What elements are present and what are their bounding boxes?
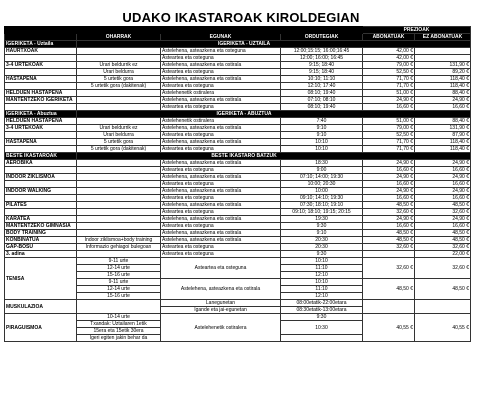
row-name — [5, 146, 77, 153]
row-note — [77, 174, 161, 181]
uztaila-rows — [5, 48, 471, 111]
row-ezabon: 40,55 € — [415, 314, 471, 342]
row-abon: 79,00 € — [363, 62, 415, 69]
row-abon: 71,70 € — [363, 139, 415, 146]
row-abon: 16,60 € — [363, 104, 415, 111]
row-note — [77, 167, 161, 174]
header-ez-abonatuak: EZ ABONATUAK — [415, 34, 471, 41]
row-abon: 40,55 € — [363, 314, 415, 342]
row-ezabon: 88,40 € — [415, 118, 471, 125]
table-row — [5, 258, 471, 265]
row-days: Asteartea eta osteguna — [161, 181, 281, 188]
row-hours: 18:30 — [281, 160, 363, 167]
row-name — [5, 83, 77, 90]
row-hours: 11:10 — [281, 265, 363, 272]
row-abon: 51,00 € — [363, 90, 415, 97]
row-days: Astelehena, asteazkena eta ostirala — [161, 216, 281, 223]
header-oharrak: OHARRAK — [77, 34, 161, 41]
row-note: 15era eta 15etik 30era — [77, 328, 161, 335]
row-days: Asteartea eta osteguna — [161, 146, 281, 153]
row-ezabon: 16,60 € — [415, 167, 471, 174]
row-note: Urari beldurrik ez — [77, 62, 161, 69]
section-label: BESTE IKASTAROAK — [5, 153, 77, 160]
table-row — [5, 181, 471, 188]
row-hours: 10:10 — [281, 258, 363, 265]
table-row — [5, 104, 471, 111]
row-ezabon: 118,40 € — [415, 83, 471, 90]
row-abon: 48,50 € — [363, 237, 415, 244]
row-name — [5, 209, 77, 216]
row-name: HASTAPENA — [5, 76, 77, 83]
row-note — [77, 195, 161, 202]
row-name — [5, 132, 77, 139]
row-hours: 19:30 — [281, 216, 363, 223]
row-ezabon: 32,60 € — [415, 258, 471, 279]
row-days: Astelehena, asteazkena eta ostirala — [161, 230, 281, 237]
row-abon: 42,00 € — [363, 55, 415, 62]
row-days: Astelehena, asteazkena eta ostirala — [161, 62, 281, 69]
row-note — [77, 216, 161, 223]
row-ezabon — [415, 48, 471, 55]
section-uztaila — [5, 41, 471, 48]
row-days: Astelehenetik ostiralera — [161, 314, 281, 342]
row-ezabon: 16,60 € — [415, 223, 471, 230]
row-ezabon: 118,40 € — [415, 139, 471, 146]
row-name: HAURTXOAK — [5, 48, 77, 55]
row-days: Asteartea eta osteguna — [161, 244, 281, 251]
row-ezabon: 48,50 € — [415, 230, 471, 237]
row-hours: 12:00; 16:00; 16:45 — [281, 55, 363, 62]
row-note — [77, 90, 161, 97]
row-ezabon: 16,60 € — [415, 195, 471, 202]
row-days: Astelehena, asteazkena eta ostirala — [161, 279, 281, 300]
row-days: Asteartea eta osteguna — [161, 104, 281, 111]
row-days: Astelehena, asteazkena eta ostirala — [161, 202, 281, 209]
row-name: PILATES — [5, 202, 77, 209]
row-hours: 11:10 — [281, 286, 363, 293]
row-note — [77, 181, 161, 188]
table-row — [5, 209, 471, 216]
row-name: GAP-BOSU — [5, 244, 77, 251]
row-abon: 79,00 € — [363, 125, 415, 132]
section-title: IGERIKETA - UZTAILA — [77, 41, 471, 48]
row-name: HELDUEN HASTAPENA — [5, 90, 77, 97]
section-beste — [5, 153, 471, 160]
row-hours: 08:00etatik-22:00etara — [281, 300, 363, 307]
row-name: MANTENTZEKO GIMNASIA — [5, 223, 77, 230]
row-abon: 32,60 € — [363, 258, 415, 279]
row-hours: 10:30 — [281, 321, 363, 335]
row-hours: 10:10 — [281, 279, 363, 286]
row-hours: 9:15; 18:40 — [281, 69, 363, 76]
row-days: Astelehena, asteazkena eta ostirala — [161, 125, 281, 132]
row-note: 15-16 urte — [77, 272, 161, 279]
row-hours: 10:00 — [281, 188, 363, 195]
row-ezabon: 89,20 € — [415, 69, 471, 76]
row-note — [77, 104, 161, 111]
row-note: Indoor ziklismoa+body training — [77, 237, 161, 244]
row-note — [77, 223, 161, 230]
row-days: Astelehena, asteazkena eta ostirala — [161, 237, 281, 244]
row-abon: 24,90 € — [363, 160, 415, 167]
row-ezabon: 16,60 € — [415, 181, 471, 188]
row-hours: 07:10; 08:10 — [281, 97, 363, 104]
row-name — [5, 104, 77, 111]
row-name: BODY TRAINING — [5, 230, 77, 237]
abuztua-rows — [5, 118, 471, 153]
row-note: 9-11 urte — [77, 279, 161, 286]
row-hours: 08:30etatik-13:00etara — [281, 307, 363, 314]
row-ezabon: 32,60 € — [415, 209, 471, 216]
table-row — [5, 139, 471, 146]
row-name: TENISA — [5, 258, 77, 300]
row-hours: 12:10; 17:40 — [281, 83, 363, 90]
table-row — [5, 48, 471, 55]
row-note — [77, 188, 161, 195]
row-abon: 24,90 € — [363, 188, 415, 195]
row-note — [77, 118, 161, 125]
row-note: Informazio gehiagoi bulegoan — [77, 244, 161, 251]
row-ezabon: 131,90 € — [415, 125, 471, 132]
row-ezabon — [415, 55, 471, 62]
row-note — [77, 55, 161, 62]
row-hours: 10:10 — [281, 146, 363, 153]
row-name: KONBINATUA — [5, 237, 77, 244]
table-row — [5, 90, 471, 97]
row-name: MUSKULAZIOA — [5, 300, 77, 314]
row-note — [77, 160, 161, 167]
section-label: IGERIKETA - Abuztua — [5, 111, 77, 118]
header-abonatuak: ABONATUAK — [363, 34, 415, 41]
table-row — [5, 69, 471, 76]
row-abon — [363, 251, 415, 258]
row-hours: 10:10; 11:10 — [281, 76, 363, 83]
table-row — [5, 216, 471, 223]
row-hours: 9:10 — [281, 125, 363, 132]
table-row — [5, 167, 471, 174]
row-days: Astelehenetik ostiralera — [161, 118, 281, 125]
row-name: MANTENTZEKO IGERIKETA — [5, 97, 77, 104]
row-days: Astelehena, asteazkena eta ostirala — [161, 174, 281, 181]
row-days: Astelehena, asteazkena eta ostirala — [161, 76, 281, 83]
section-title: BESTE IKASTARO BATZUK — [77, 153, 471, 160]
row-name: HASTAPENA — [5, 139, 77, 146]
row-name — [5, 181, 77, 188]
row-days: Asteartea eta osteguna — [161, 195, 281, 202]
row-ezabon: 24,90 € — [415, 188, 471, 195]
row-hours: 20:30 — [281, 237, 363, 244]
table-row — [5, 76, 471, 83]
row-days: Astelehena, asteazkena eta osteguna — [161, 48, 281, 55]
row-hours: 20:30 — [281, 244, 363, 251]
row-note: 5 urtetik gora (dakitenak) — [77, 146, 161, 153]
row-note: 12-14 urte — [77, 286, 161, 293]
row-note: 5 urtetik gora — [77, 76, 161, 83]
table-row — [5, 55, 471, 62]
row-hours: 10:00; 20:30 — [281, 181, 363, 188]
row-name — [5, 167, 77, 174]
row-abon: 42,00 € — [363, 48, 415, 55]
table-row — [5, 195, 471, 202]
table-row — [5, 188, 471, 195]
row-note: 5 urtetik gora (dakitenak) — [77, 83, 161, 90]
table-row — [5, 160, 471, 167]
row-hours: 7:40 — [281, 118, 363, 125]
row-note — [77, 97, 161, 104]
row-days: Astelehena, asteazkena eta ostirala — [161, 188, 281, 195]
row-hours: 12:10 — [281, 272, 363, 279]
row-hours: 08:10; 19:40 — [281, 90, 363, 97]
row-abon: 48,50 € — [363, 279, 415, 300]
row-note: Txandak: Uztailaren 1etik — [77, 321, 161, 328]
row-name: 3-4 URTEKOAK — [5, 62, 77, 69]
table-row — [5, 132, 471, 139]
row-days: Asteartea eta osteguna — [161, 209, 281, 216]
table-row — [5, 230, 471, 237]
row-days: Asteartea eta osteguna — [161, 83, 281, 90]
row-hours: 07:10; 14:00; 19:30 — [281, 174, 363, 181]
row-name — [5, 69, 77, 76]
row-ezabon: 88,40 € — [415, 90, 471, 97]
row-name: PIRAGUISMOA — [5, 314, 77, 342]
row-hours: 9:30 — [281, 314, 363, 321]
row-ezabon: 131,90 € — [415, 62, 471, 69]
row-abon: 71,70 € — [363, 146, 415, 153]
row-abon: 32,60 € — [363, 209, 415, 216]
row-note: 9-11 urte — [77, 258, 161, 265]
row-note: Urari beldurrik ez — [77, 125, 161, 132]
row-days: Asteartea eta osteguna — [161, 251, 281, 258]
table-row — [5, 146, 471, 153]
section-title: IGERIKETA - ABUZTUA — [77, 111, 471, 118]
row-ezabon: 48,50 € — [415, 202, 471, 209]
row-ezabon: 24,90 € — [415, 160, 471, 167]
row-note: 10-14 urte — [77, 314, 161, 321]
row-abon: 24,90 € — [363, 174, 415, 181]
row-ezabon: 118,40 € — [415, 76, 471, 83]
row-days: Astelehenetik ostiralera — [161, 90, 281, 97]
table-row — [5, 300, 471, 307]
table-row — [5, 118, 471, 125]
table-row — [5, 97, 471, 104]
row-ezabon: 48,50 € — [415, 279, 471, 300]
row-abon: 16,60 € — [363, 167, 415, 174]
row-note: 12-14 urte — [77, 265, 161, 272]
row-hours: 09:10; 18:10; 19:15; 20:15 — [281, 209, 363, 216]
row-abon: 16,60 € — [363, 223, 415, 230]
row-days: Lanegunetan — [161, 300, 281, 307]
row-abon: 24,90 € — [363, 97, 415, 104]
row-abon: 71,70 € — [363, 76, 415, 83]
table-row — [5, 223, 471, 230]
row-name: KARATEA — [5, 216, 77, 223]
row-note — [77, 48, 161, 55]
row-abon: 24,90 € — [363, 216, 415, 223]
row-hours: 9:15; 18:40 — [281, 62, 363, 69]
row-ezabon: 48,50 € — [415, 237, 471, 244]
row-note — [77, 251, 161, 258]
row-ezabon: 22,00 € — [415, 251, 471, 258]
row-hours: 08:10; 19:40 — [281, 104, 363, 111]
row-name: 3-4 URTEKOAK — [5, 125, 77, 132]
row-abon: 16,60 € — [363, 181, 415, 188]
row-hours: 12:10 — [281, 293, 363, 300]
row-note: 5 urtetik gora — [77, 139, 161, 146]
row-name — [5, 55, 77, 62]
row-hours: 12:00;15:15; 16:00;16:45 — [281, 48, 363, 55]
table-row — [5, 174, 471, 181]
row-days: Igande eta jai-egunetan — [161, 307, 281, 314]
header-prezioak: PREZIOAK — [363, 27, 471, 34]
row-ezabon: 87,90 € — [415, 132, 471, 139]
row-note — [77, 202, 161, 209]
row-ezabon: 24,90 € — [415, 97, 471, 104]
row-hours: 07:30; 18:10; 19:10 — [281, 202, 363, 209]
row-abon: 52,50 € — [363, 69, 415, 76]
row-hours: 9:10 — [281, 230, 363, 237]
table-row — [5, 251, 471, 258]
row-name — [5, 195, 77, 202]
row-days: Asteartea eta osteguna — [161, 167, 281, 174]
row-name: AEROBIKA — [5, 160, 77, 167]
row-hours: 9:30 — [281, 223, 363, 230]
row-abon: 16,60 € — [363, 195, 415, 202]
row-days: Asteartea eta osteguna — [161, 258, 281, 279]
row-note: 15-16 urte — [77, 293, 161, 300]
row-note: Igeri egiten jakin behar da — [77, 335, 161, 342]
table-header — [5, 34, 471, 41]
row-ezabon: 118,40 € — [415, 146, 471, 153]
row-name: INDOOR ZIKLISMOA — [5, 174, 77, 181]
beste-rows — [5, 160, 471, 258]
row-days: Asteartea eta osteguna — [161, 69, 281, 76]
row-abon: 71,70 € — [363, 83, 415, 90]
row-note: Urari beldurra — [77, 132, 161, 139]
row-days: Asteartea eta osteguna — [161, 132, 281, 139]
row-abon: 52,50 € — [363, 132, 415, 139]
table-row — [5, 83, 471, 90]
schedule-table — [4, 26, 471, 342]
row-abon: 51,00 € — [363, 118, 415, 125]
row-days: Astelehena, asteazkena eta ostirala — [161, 139, 281, 146]
row-abon: 48,50 € — [363, 230, 415, 237]
row-days: Astelehena, asteazkena eta ostirala — [161, 97, 281, 104]
header-eguna: EGUNAK — [161, 34, 281, 41]
row-days: Asteartea eta osteguna — [161, 223, 281, 230]
table-row — [5, 125, 471, 132]
row-ezabon: 24,90 € — [415, 174, 471, 181]
table-header-top — [5, 27, 471, 34]
row-ezabon: 32,60 € — [415, 244, 471, 251]
row-name: INDOOR WALKING — [5, 188, 77, 195]
row-hours: 10:10 — [281, 139, 363, 146]
table-row — [5, 202, 471, 209]
header-ordutegia: ORDUTEGIAK — [281, 34, 363, 41]
row-name: 3. adina — [5, 251, 77, 258]
row-ezabon: 16,60 € — [415, 104, 471, 111]
row-hours: 09:10; 14:10; 19:30 — [281, 195, 363, 202]
row-abon: 32,60 € — [363, 244, 415, 251]
row-ezabon: 24,90 € — [415, 216, 471, 223]
row-note — [77, 209, 161, 216]
page-title: UDAKO IKASTAROAK KIROLDEGIAN — [122, 10, 360, 25]
table-row — [5, 62, 471, 69]
row-hours: 9:00 — [281, 167, 363, 174]
table-row — [5, 314, 471, 321]
row-days: Asteartea eta osteguna — [161, 55, 281, 62]
table-row — [5, 237, 471, 244]
row-note — [77, 230, 161, 237]
row-name: HELDUEN HASTAPENA — [5, 118, 77, 125]
section-label: IGERIKETA - Uztaila — [5, 41, 77, 48]
row-hours: 9:10 — [281, 132, 363, 139]
row-abon: 48,50 € — [363, 202, 415, 209]
table-row — [5, 244, 471, 251]
section-abuztua — [5, 111, 471, 118]
row-hours: 9:30 — [281, 251, 363, 258]
row-days: Astelehena, asteazkena eta ostirala — [161, 160, 281, 167]
row-note: Urari beldurra — [77, 69, 161, 76]
